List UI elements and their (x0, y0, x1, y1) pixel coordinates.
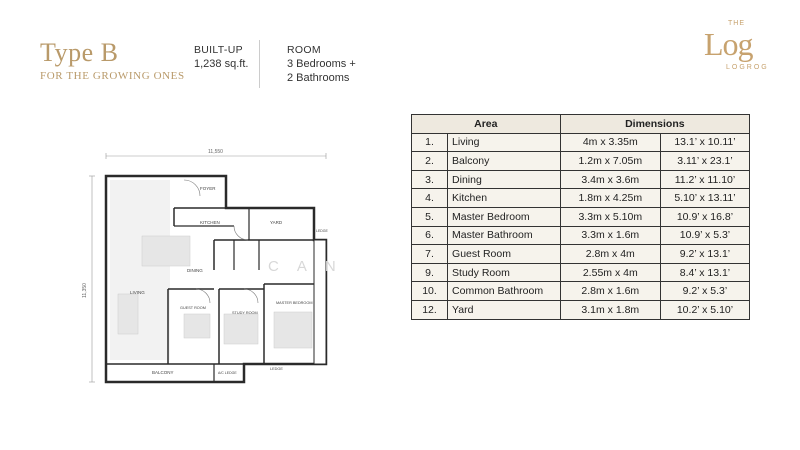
row-metric: 3.4m x 3.6m (560, 170, 660, 189)
brand-logo (704, 20, 780, 78)
plan-label-guest: GUEST ROOM (180, 306, 206, 310)
built-up-spec (194, 43, 248, 71)
row-area-name: Dining (448, 170, 561, 189)
row-imperial: 11.2’ x 11.10’ (660, 170, 749, 189)
plan-label-dining: DINING (187, 268, 203, 273)
row-area-name: Kitchen (448, 189, 561, 208)
plan-label-balcony: BALCONY (152, 370, 174, 375)
table-row (412, 245, 750, 264)
plan-label-kitchen: KITCHEN (200, 220, 220, 225)
row-area-name: Yard (448, 300, 561, 319)
logo-mark: Log (704, 26, 753, 62)
room-label: ROOM (287, 44, 321, 56)
row-number: 12. (412, 300, 448, 319)
built-up-label: BUILT-UP (194, 44, 243, 56)
row-number: 5. (412, 207, 448, 226)
row-metric: 2.55m x 4m (560, 263, 660, 282)
row-area-name: Balcony (448, 152, 561, 171)
row-number: 9. (412, 263, 448, 282)
row-imperial: 10.2’ x 5.10’ (660, 300, 749, 319)
logo-subtext: LOGROG (726, 64, 769, 71)
table-row (412, 189, 750, 208)
row-metric: 4m x 3.35m (560, 133, 660, 152)
plan-label-ledge-bottom: LEDGE (270, 367, 283, 371)
row-imperial: 3.11’ x 23.1’ (660, 152, 749, 171)
table-row (412, 170, 750, 189)
header-dimensions: Dimensions (560, 115, 749, 134)
row-imperial: 9.2’ x 5.3’ (660, 282, 749, 301)
table-row (412, 282, 750, 301)
dimensions-table (411, 114, 750, 320)
row-imperial: 10.9’ x 16.8’ (660, 207, 749, 226)
row-area-name: Living (448, 133, 561, 152)
row-imperial: 10.9’ x 5.3’ (660, 226, 749, 245)
row-number: 1. (412, 133, 448, 152)
table-row (412, 133, 750, 152)
room-spec (287, 43, 356, 85)
room-line-1: 3 Bedrooms + (287, 58, 356, 70)
row-imperial: 13.1’ x 10.11’ (660, 133, 749, 152)
row-number: 3. (412, 170, 448, 189)
table-row (412, 226, 750, 245)
plan-label-living: LIVING (130, 290, 145, 295)
row-imperial: 8.4’ x 13.1’ (660, 263, 749, 282)
row-number: 4. (412, 189, 448, 208)
row-imperial: 5.10’ x 13.11’ (660, 189, 749, 208)
plan-label-study: STUDY ROOM (232, 311, 258, 315)
row-area-name: Study Room (448, 263, 561, 282)
table-row (412, 207, 750, 226)
row-metric: 1.8m x 4.25m (560, 189, 660, 208)
row-number: 6. (412, 226, 448, 245)
row-area-name: Common Bathroom (448, 282, 561, 301)
table-body (412, 133, 750, 319)
row-metric: 3.3m x 1.6m (560, 226, 660, 245)
row-number: 7. (412, 245, 448, 264)
header-area: Area (412, 115, 561, 134)
table-row (412, 300, 750, 319)
row-area-name: Master Bedroom (448, 207, 561, 226)
table-row (412, 152, 750, 171)
logo-the: THE (728, 20, 745, 27)
row-area-name: Guest Room (448, 245, 561, 264)
room-line-2: 2 Bathrooms (287, 72, 350, 84)
row-metric: 3.1m x 1.8m (560, 300, 660, 319)
plan-label-yard: YARD (270, 220, 283, 225)
built-up-value: 1,238 sq.ft. (194, 58, 249, 70)
table-header-row (412, 115, 750, 134)
plan-label-ac-ledge: A/C LEDGE (218, 371, 237, 375)
row-imperial: 9.2’ x 13.1’ (660, 245, 749, 264)
table-row (412, 263, 750, 282)
row-number: 2. (412, 152, 448, 171)
watermark: CAN (268, 258, 354, 275)
row-area-name: Master Bathroom (448, 226, 561, 245)
row-metric: 1.2m x 7.05m (560, 152, 660, 171)
row-number: 10. (412, 282, 448, 301)
plan-dim-width: 11,550 (208, 149, 223, 155)
spec-divider (259, 40, 260, 88)
plan-label-master: MASTER BEDROOM (276, 301, 313, 305)
plan-label-ledge: LEDGE (316, 229, 328, 233)
plan-type-subtitle: FOR THE GROWING ONES (40, 70, 185, 82)
plan-type-title: Type B (40, 38, 119, 67)
row-metric: 3.3m x 5.10m (560, 207, 660, 226)
plan-dim-height: 11,350 (82, 283, 88, 298)
row-metric: 2.8m x 1.6m (560, 282, 660, 301)
plan-label-foyer: FOYER (200, 186, 216, 191)
row-metric: 2.8m x 4m (560, 245, 660, 264)
